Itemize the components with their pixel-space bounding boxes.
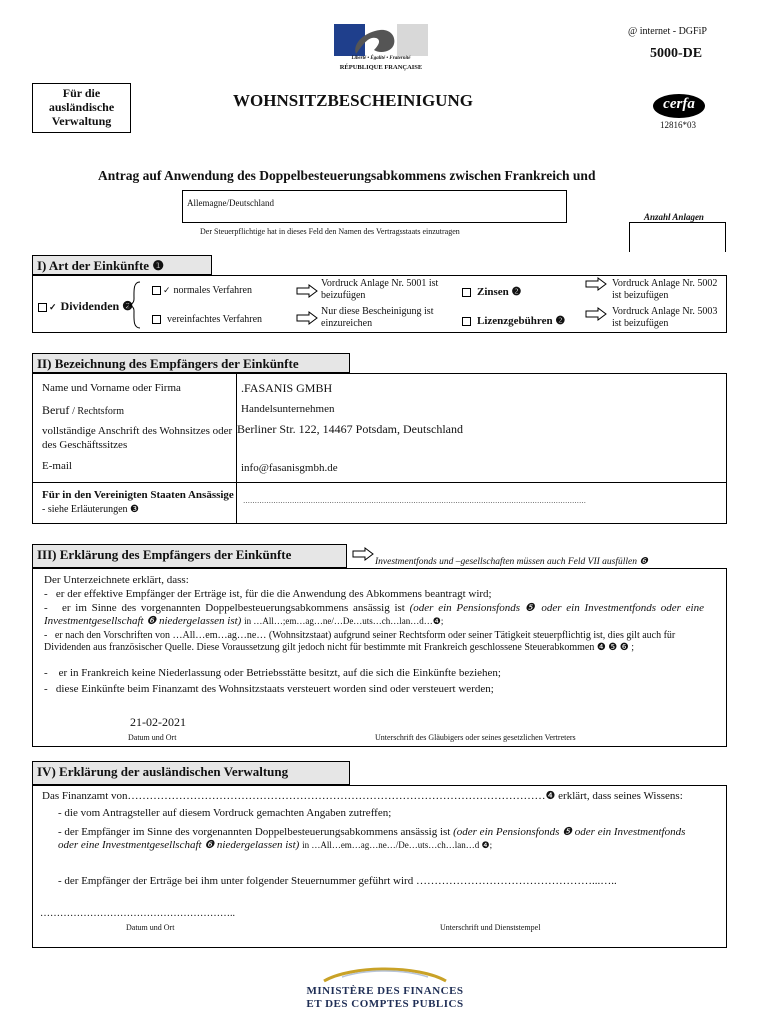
dividends-check-mark: ✓ xyxy=(49,302,57,312)
s3-item-2-b: (oder ein Pensionsfonds ❺ oder ein Investmentfonds oder eine Investmentgesellschaft ❻ niedergelassen ist) xyxy=(44,602,704,627)
annexes-field[interactable] xyxy=(629,222,726,252)
internet-label: @ internet - DGFiP xyxy=(628,26,707,37)
arrow-icon xyxy=(296,311,318,325)
annexes-label: Anzahl Anlagen xyxy=(644,212,704,222)
s3-intro: Der Unterzeichnete erklärt, dass: xyxy=(44,574,189,586)
normal-procedure-checkbox[interactable] xyxy=(152,286,161,295)
simplified-procedure-label: vereinfachtes Verfahren xyxy=(167,314,263,325)
normal-procedure-option[interactable] xyxy=(152,285,252,296)
s3-item-2: - er im Sinne des vorgenannten Doppelbesteuerungsabkommens ansässig ist (oder ein Pensionsfonds ❺ oder ein Investmentfonds oder eine Investmentgesellschaft ❻ niedergelassen ist) in …All…;em…ag…ne/…De…uts…ch…lan…d…❹; xyxy=(44,602,704,627)
us-resident-field[interactable]: ………………………………………………………………………………………………………………………………… xyxy=(243,497,586,505)
country-hint: Der Steuerpflichtige hat in dieses Feld den Namen des Vertragsstaats einzutragen xyxy=(200,227,460,236)
republique-text: RÉPUBLIQUE FRANÇAISE xyxy=(339,64,423,71)
interest-checkbox[interactable] xyxy=(462,288,471,297)
simplified-procedure-option[interactable] xyxy=(152,314,262,325)
s3-date-value[interactable]: 21-02-2021 xyxy=(130,715,186,729)
royalties-checkbox[interactable] xyxy=(462,317,471,326)
us-resident-label xyxy=(42,488,237,517)
form5002-text: Vordruck Anlage Nr. 5002 ist beizufügen xyxy=(612,278,718,301)
us-resident-label-text: Für in den Vereinigten Staaten Ansässige xyxy=(42,489,234,501)
section1-title xyxy=(32,255,212,275)
dividends-option[interactable] xyxy=(38,299,133,314)
section3-title-text: III) Erklärung des Empfängers der Einkünfte xyxy=(37,547,292,562)
email-label: E-mail xyxy=(42,460,72,472)
name-label: Name und Vorname oder Firma xyxy=(42,382,181,394)
s4-line-3-b: (oder ein Pensionsfonds ❺ oder ein Investmentfonds oder eine Investmentgesellschaft ❻ niedergelassen ist) xyxy=(58,826,686,851)
s4-signature-label: Unterschrift und Dienststempel xyxy=(440,923,541,932)
simplified-procedure-checkbox[interactable] xyxy=(152,315,161,324)
foreign-admin-box xyxy=(32,83,131,133)
marianne-icon xyxy=(334,24,428,56)
s4-date-label: Datum und Ort xyxy=(126,923,175,932)
arrow-icon xyxy=(585,277,607,291)
section3-title xyxy=(32,544,347,568)
dividends-brace-icon xyxy=(127,281,141,329)
cerfa-text: cerfa xyxy=(663,96,695,112)
address-value[interactable]: Berliner Str. 122, 14467 Potsdam, Deutschland xyxy=(237,422,463,436)
normal-check-mark: ✓ xyxy=(163,285,171,295)
section2-title xyxy=(32,353,350,373)
section3-note: Investmentfonds und –gesellschaften müssen auch Feld VII ausfüllen ❻ xyxy=(375,557,648,567)
s3-signature-label: Unterschrift des Gläubigers oder seines gesetzlichen Vertreters xyxy=(375,733,576,742)
profession-label-a: Beruf xyxy=(42,403,70,417)
royalties-option[interactable] xyxy=(462,314,565,327)
ministry-logo xyxy=(280,963,490,1018)
section2-title-text: II) Bezeichnung des Empfängers der Einkünfte xyxy=(37,356,299,371)
country-field[interactable] xyxy=(182,190,567,223)
interest-option[interactable] xyxy=(462,285,521,298)
cerfa-logo xyxy=(652,93,706,119)
name-value[interactable]: .FASANIS GMBH xyxy=(241,381,333,395)
profession-label-b: / Rechtsform xyxy=(72,406,125,417)
normal-procedure-label: normales Verfahren xyxy=(173,285,252,296)
s3-item-2-c: in …All…;em…ag…ne/…De…uts…ch…lan…d…❹; xyxy=(244,616,444,626)
profession-value[interactable]: Handelsunternehmen xyxy=(241,403,335,415)
s4-date-field[interactable]: ………………………………………………….. xyxy=(40,908,235,919)
arrow-icon xyxy=(296,284,318,298)
arrow-icon xyxy=(585,307,607,321)
subtitle: Antrag auf Anwendung des Doppelbesteuerungsabkommens zwischen Frankreich und xyxy=(98,168,596,183)
dividends-checkbox[interactable] xyxy=(38,303,47,312)
s3-item-3: - er nach den Vorschriften von …All…em…ag…ne… (Wohnsitzstaat) aufgrund seiner Rechtsform oder seiner Tätigkeit steuerpflichtig ist, dies gilt auch für Dividenden aus französischer Quelle. Diese Voraussetzung gilt jedoch nicht für bestimmte mit Frankreich geschlossene Steuerabkommen ❹ ❺ ❻ ; xyxy=(44,630,676,653)
s3-item-5: - diese Einkünfte beim Finanzamt des Wohnsitzstaats versteuert worden sind oder versteuert werden; xyxy=(44,683,494,695)
form5003-text: Vordruck Anlage Nr. 5003 ist beizufügen xyxy=(612,306,718,329)
s3-item-1: - er der effektive Empfänger der Erträge ist, für die die Anwendung des Abkommens beantragt wird; xyxy=(44,588,492,600)
s3-item-3-text: er nach den Vorschriften von …All…em…ag…ne… (Wohnsitzstaat) aufgrund seiner Rechtsform oder seiner Tätigkeit steuerpflichtig ist, dies gilt auch für Dividenden aus französischer Quelle. Diese Voraussetzung gilt jedoch nicht für bestimmte mit Frankreich geschlossene Steuerabkommen ❹ ❺ ❻ ; xyxy=(44,630,676,653)
s3-item-5-text: diese Einkünfte beim Finanzamt des Wohnsitzstaats versteuert worden sind oder versteuert werden; xyxy=(55,683,494,695)
section4-title xyxy=(32,761,350,785)
s4-line-4: - der Empfänger der Erträge bei ihm unter folgender Steuernummer geführt wird …………………………………………...….. xyxy=(58,875,617,887)
section1-title-text: I) Art der Einkünfte ❶ xyxy=(37,258,164,273)
country-value: Allemagne/Deutschland xyxy=(187,198,274,208)
s4-line-1: Das Finanzamt von……………………………………………………………………………………………………❹ erklärt, dass seines Wissens: xyxy=(42,790,683,802)
address-label: vollständige Anschrift des Wohnsitzes oder des Geschäftssitzes xyxy=(42,425,233,451)
s4-line-3 xyxy=(58,826,698,852)
form5001-text: Vordruck Anlage Nr. 5001 ist beizufügen xyxy=(321,278,439,301)
cerfa-number: 12816*03 xyxy=(660,120,696,130)
ministry-line-2: ET DES COMPTES PUBLICS xyxy=(306,998,464,1010)
form-number: 5000-DE xyxy=(650,46,703,61)
s3-item-2-a: er im Sinne des vorgenannten Doppelbesteuerungsabkommens ansässig ist xyxy=(61,602,405,614)
us-resident-label-suffix: - siehe Erläuterungen ❸ xyxy=(42,504,139,515)
section2-row-divider xyxy=(32,482,727,483)
email-value[interactable]: info@fasanisgmbh.de xyxy=(241,462,338,474)
interest-label: Zinsen ❷ xyxy=(477,286,522,298)
s4-line-3-c: in …All…em…ag…ne…/De…uts…ch…lan…d ❹; xyxy=(302,840,493,850)
s3-item-1-text: er der effektive Empfänger der Erträge ist, für die die Anwendung des Abkommens beantragt wird; xyxy=(55,588,492,600)
marianne-caption: Liberté • Égalité • Fraternité xyxy=(351,56,411,61)
ministry-arc-icon xyxy=(322,963,448,983)
s3-date-label: Datum und Ort xyxy=(128,733,177,742)
page-title: WOHNSITZBESCHEINIGUNG xyxy=(233,91,473,110)
profession-label xyxy=(42,403,124,418)
royalties-label: Lizenzgebühren ❷ xyxy=(477,315,566,327)
arrow-icon xyxy=(352,547,374,561)
s3-item-4-text: er in Frankreich keine Niederlassung oder Betriebsstätte besitzt, auf die sich die Einkünfte beziehen; xyxy=(58,667,501,679)
no-cert-text: Nur diese Bescheinigung ist einzureichen xyxy=(321,306,434,329)
section4-title-text: IV) Erklärung der ausländischen Verwaltung xyxy=(37,764,289,779)
s3-item-4: - er in Frankreich keine Niederlassung oder Betriebsstätte besitzt, auf die sich die Einkünfte beziehen; xyxy=(44,667,501,679)
marianne-logo xyxy=(334,24,428,74)
ministry-line-1: MINISTÈRE DES FINANCES xyxy=(306,985,464,997)
foreign-admin-label: Für die ausländische Verwaltung xyxy=(48,86,115,128)
s4-line-2: - die vom Antragsteller auf diesem Vordruck gemachten Angaben zutreffen; xyxy=(58,807,392,819)
s4-line-3-a: - der Empfänger im Sinne des vorgenannten Doppelbesteuerungsabkommens ansässig ist xyxy=(58,826,451,838)
dividends-label: Dividenden ❷ xyxy=(60,299,133,313)
